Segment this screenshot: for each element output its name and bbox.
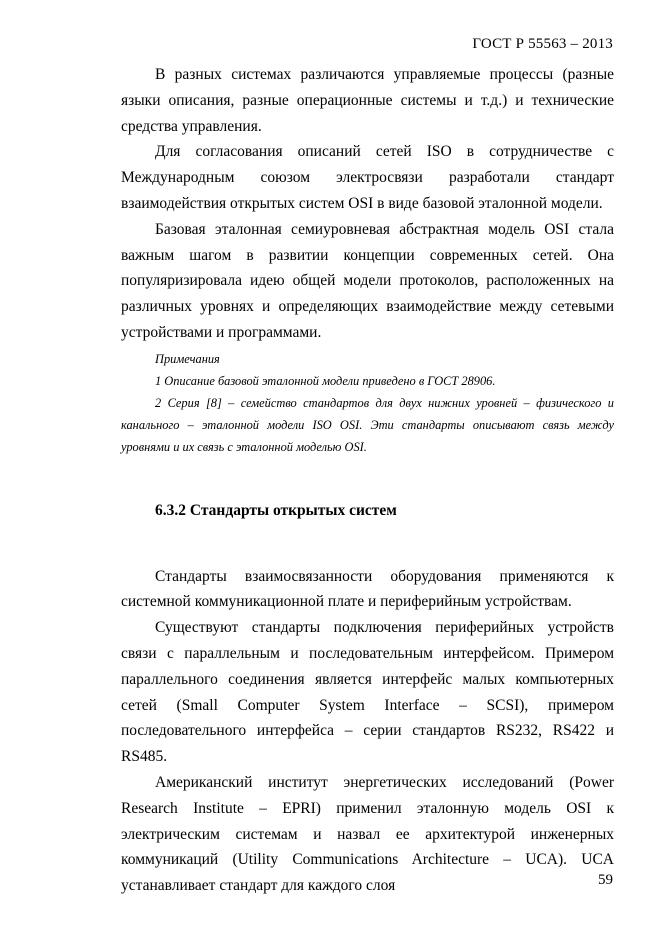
paragraph: В разных системах различаются управляемые процессы (разные языки описания, разные операционные системы и т.д.) и технические средства управления. xyxy=(121,66,614,135)
page-number: 59 xyxy=(598,872,613,888)
notes-block xyxy=(121,348,614,458)
document-code-header: ГОСТ Р 55563 – 2013 xyxy=(472,36,613,52)
paragraph: Базовая эталонная семиуровневая абстрактная модель OSI стала важным шагом в развитии концепции современных сетей. Она популяризировала идею общей модели протоколов, расположенных на различных уровнях и определяющих взаимодействие между сетевыми устройствами и программами. xyxy=(121,220,614,341)
paragraph: Существуют стандарты подключения периферийных устройств связи с параллельным и последовательным интерфейсом. Примером параллельного соединения является интерфейс малых компьютерных сетей (Small Computer System Interface – SCSI), примером последовательного интерфейса – серии стандартов RS232, RS422 и RS485. xyxy=(121,619,614,766)
notes-label: Примечания xyxy=(155,351,220,366)
paragraph: Американский институт энергетических исследований (Power Research Institute – EPRI) применил эталонную модель OSI к электрическим системам и назвал ее архитектурой инженерных коммуникаций (Utility Communications Architecture – UCA). UCA устанавливает стандарт для каждого слоя xyxy=(121,773,614,895)
paragraph: Для согласования описаний сетей ISO в сотрудничестве с Международным союзом электросвязи разработали стандарт взаимодействия открытых систем OSI в виде базовой эталонной модели. xyxy=(121,143,614,212)
paragraph: Стандарты взаимосвязанности оборудования применяются к системной коммуникационной плате и периферийным устройствам. xyxy=(121,567,614,611)
section-heading: 6.3.2 Стандарты открытых систем xyxy=(155,501,397,519)
note-item: 1 Описание базовой эталонной модели приведено в ГОСТ 28906. xyxy=(155,373,496,388)
note-item: 2 Серия [8] – семейство стандартов для двух нижних уровней – физического и канального – эталонной модели ISO OSI. Эти стандарты описывают связь между уровнями и их связь с эталонной моделью OSI. xyxy=(121,395,614,454)
page-body xyxy=(121,62,614,899)
